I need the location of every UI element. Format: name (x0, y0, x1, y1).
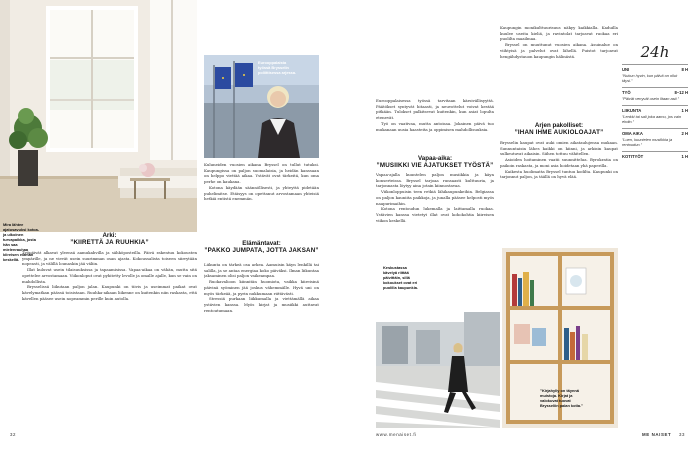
schedule-label: OMA AIKA (622, 131, 643, 136)
heading-title: ”PAKKO JUMPATA, JOTTA JAKSAN” (204, 247, 319, 254)
paragraph: Vapaa-ajalla kuuntelen paljon musiikkia ja käyn konserteissa. Bryssel tarjoaa runsaasti kulttuuria, ja tarjonnasta löytyy aina jotain kiinnostavaa. (376, 172, 494, 189)
article-column-4 (500, 25, 618, 119)
paragraph: Kotona rentoudun lukemalla ja laittamalla ruokaa. Ystävien kanssa vietetyt illat ovat kohokohtia kiireisen viikon keskellä. (376, 206, 494, 223)
magazine-name: ME NAISET (642, 432, 672, 437)
schedule-label: TYÖ (622, 90, 631, 95)
paragraph: Kaikesta huolimatta Bryssel tuntuu kodilta. Kaupunki on tarjonnut paljon, ja täällä on hyvä elää. (500, 168, 618, 180)
paragraph: Kotona käydään säännöllisesti, ja yhteyttä pidetään puhelimitse. Etäisyys on opettanut arvostamaan yhteisiä hetkiä entistä enemmän. (204, 184, 319, 202)
article-column-3b (376, 172, 494, 248)
heading-title: ”MUSIIKKI VIE AJATUKSET TYÖSTÄ” (376, 162, 494, 169)
schedule-row-tyo (622, 87, 688, 101)
article-column-2b (204, 262, 319, 428)
schedule-label: UNI (622, 67, 630, 72)
heading-kicker: Arjen pakolliset: (534, 122, 584, 129)
article-column-1 (22, 250, 197, 428)
schedule-hours: 2 H (681, 131, 688, 136)
schedule-row-kotityot (622, 151, 688, 159)
paragraph: Työpäivät alkavat yleensä aamukahvilla ja sähköposteilla. Päivä rakentuu kokousten ympärille, ja ne vievät usein suurimman osan ajasta. Kokoussalista toiseen siirrytään nopeasti, ja välillä lounaskin jää väliin. (22, 250, 197, 267)
section-heading-vapaa-aika (376, 155, 494, 169)
paragraph: Illat kuluvat usein tilaisuuksissa ja tapaamisissa. Vapaa-aikaa on vähän, mutta sitä opettelee arvostamaan. Viikonloput ovat pyhitetty levolle ja omalle ajalle, kun se vain on mahdollista. (22, 267, 197, 284)
schedule-desc: ”Nukun hyvin, kun päivä on ollut täysi.” (622, 73, 678, 83)
home-photo-caption: Mira lähtee ajatusavuksi kotoa- ja ulkoinen turvapaikka, josta hän saa mielenrauhaa kiireisen elämän keskellä. (3, 222, 40, 262)
paragraph: Stressiä purkaan liikkumalla ja viettämällä aikaa ystävien kanssa. Myös kirjat ja musiikki auttavat rentoutumaan. (204, 296, 319, 313)
site-url: www.menaiset.fi (376, 432, 417, 437)
heading-kicker: Vapaa-aika: (417, 155, 453, 162)
heading-title: ”IHAN IHME AUKIOLOAJAT” (514, 129, 604, 136)
article-column-4b (500, 140, 618, 250)
home-photo (0, 0, 197, 232)
eu-photo-caption: Eurooppalaista työssä Brysselin poliittisessa arjessa. (258, 60, 297, 75)
schedule-sidebar (622, 44, 688, 159)
paragraph: Asioiden hoitaminen vaatii suunnittelua. Byrokratia on paikoin raskasta, ja moni asia hoidetaan yhä paperilla. (500, 157, 618, 168)
paragraph: Eurooppalaisessa työssä tarvitaan kärsivällisyyttä. Päätökset syntyvät hitaasti, ja neuvottelut voivat kestää pitkään. Tulokset palkitsevat kuitenkin, kun asiat lopulta etenevät. (376, 98, 494, 121)
schedule-label: KOTITYÖT (622, 154, 644, 159)
section-heading-arki (22, 232, 197, 246)
schedule-label: LIIKUNTA (622, 108, 642, 113)
schedule-row-uni (622, 64, 688, 83)
schedule-desc: ”Päivät venyvät usein iltaan asti.” (622, 96, 679, 101)
paragraph: Liikunta on tärkeä osa arkea. Aamuisin käyn lenkillä tai salilla, ja se antaa energiaa koko päiväksi. Ilman liikuntaa jaksaminen olisi paljon vaikeampaa. (204, 262, 319, 279)
shelf-photo-caption: ”Kirjahylly on täynnä muistoja. Kirjat ja valokuvat tuovat Brysseliin palan kotia.” (540, 388, 584, 408)
schedule-hours: 8 H (681, 67, 688, 72)
paragraph: Ruokavalioon kiinnitän huomiota, vaikka kiireisinä päivinä syöminen jää joskus vähemmälle. Hyvä uni on myös tärkeää, ja pyrin nukkumaan riittävästi. (204, 279, 319, 296)
schedule-hours: 1 H (681, 108, 688, 113)
paragraph: Työ on vaativaa, mutta antoisaa. Jokainen päivä tuo mukanaan uusia haasteita ja oppimisen mahdollisuuksia. (376, 120, 494, 132)
heading-kicker: Arki: (102, 232, 117, 239)
schedule-row-liikunta (622, 105, 688, 124)
section-heading-elamantavat (204, 240, 319, 254)
heading-kicker: Elämäntavat: (242, 240, 281, 247)
paragraph: Kaupungin monikulttuurisuus näkyy kaikkialla. Kaduilla kuulee useita kieliä, ja ravintolat tarjoavat ruokaa eri puolilta maailmaa. (500, 25, 618, 42)
paragraph: Brysselissä liikutaan paljon jalan. Kaupunki on tiivis ja useimmat paikat ovat kävelymatkan päässä toisistaan. Ruuhka-aikaan liikenne on kuitenkin niin raskasta, että kävellen pääsee usein nopeammin perille kuin autolla. (22, 284, 197, 301)
schedule-desc: ”Lenkki tai sali joka aamu, jos vain ehdin.” (622, 114, 682, 124)
section-heading-arjen-pakolliset (500, 122, 618, 136)
home-photo-drawing (0, 0, 197, 232)
article-column-2 (204, 162, 319, 234)
page-number-right: 33 (679, 432, 686, 437)
paragraph: Kuluneiden vuosien aikana Bryssel on tullut tutuksi. Kaupungissa on paljon suomalaisia, ja heidän kanssaan on helppo viettää aikaa. Ystävät ovat tärkeitä, kun oma perhe on kaukana. (204, 162, 319, 185)
paragraph: Bryssel on muuttunut vuosien aikana. Asuinalue on viihtyisä ja palvelut ovat lähellä. Puistot tarjoavat hengähdystauon kaupungin hälinästä. (500, 42, 618, 59)
heading-title: ”KIIRETTÄ JA RUUHKIA” (70, 239, 149, 246)
page-number-left: 32 (10, 432, 17, 437)
article-column-3 (376, 98, 494, 152)
schedule-desc: ”Luen, kuuntelen musiikkia ja rentoudun.” (622, 137, 673, 147)
paragraph: Viikonloppuisin teen retkiä lähikaupunkeihin. Belgiassa on paljon kauniita paikkoja, ja junalla pääsee helposti myös naapurimaihin. (376, 189, 494, 206)
schedule-title: 24h (640, 43, 670, 61)
schedule-hours: 8–12 H (674, 90, 688, 95)
paragraph: Brysselin kaupat ovat auki omien aikataulujensa mukaan. Sunnuntaisin lähes kaikki on kiinni, ja arkisin kaupat sulkeutuvat aikaisin. Siihen tottuu vähitellen. (500, 140, 618, 157)
street-photo-caption: Keskustassa kävelyä riittää päivittäin, sillä kokoukset ovat eri puolilla kaupunkia. (383, 265, 419, 290)
schedule-row-oma-aika (622, 128, 688, 147)
schedule-hours: 1 H (681, 154, 688, 159)
